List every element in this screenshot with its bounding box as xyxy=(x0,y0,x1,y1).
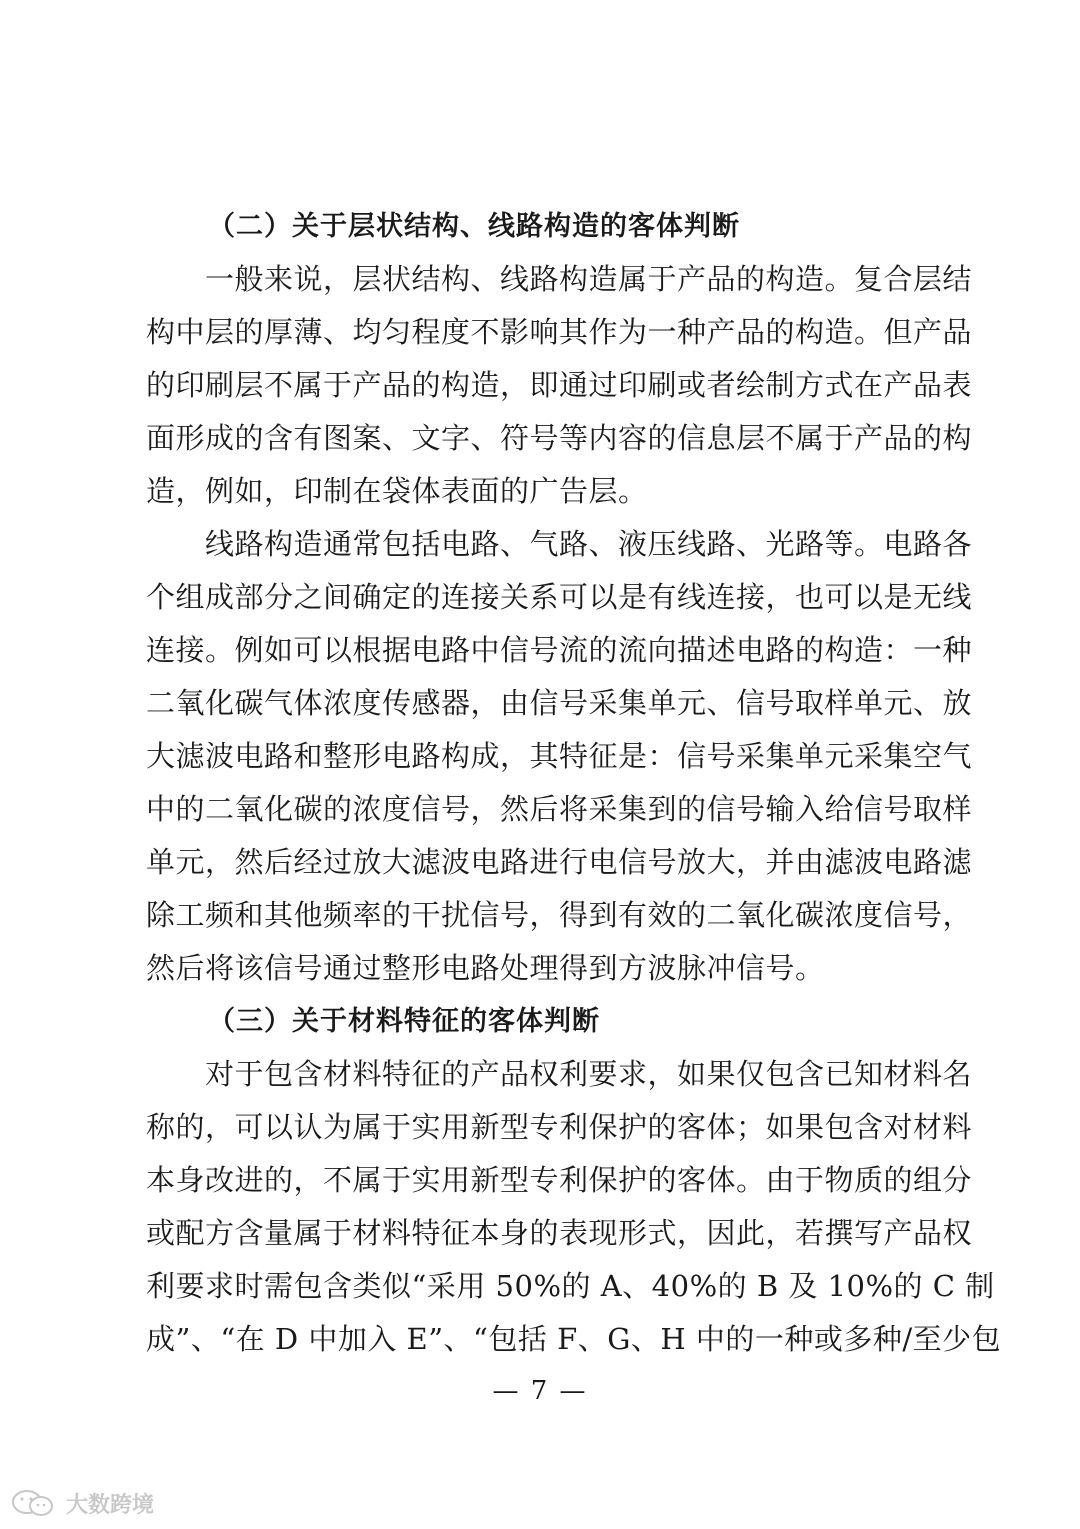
paragraph-line: 除工频和其他频率的干扰信号，得到有效的二氧化碳浓度信号， xyxy=(146,898,973,932)
watermark-text: 大数跨境 xyxy=(66,1492,155,1518)
paragraph-line: 二氧化碳气体浓度传感器，由信号采集单元、信号取样单元、放 xyxy=(146,686,973,720)
paragraph xyxy=(146,518,973,995)
paragraph-line: 构中层的厚薄、均匀程度不影响其作为一种产品的构造。但产品 xyxy=(146,315,973,349)
paragraph xyxy=(146,253,973,518)
section-heading: （二）关于层状结构、线路构造的客体判断 xyxy=(208,211,740,242)
paragraph xyxy=(146,1048,1002,1366)
paragraph-line: 单元，然后经过放大滤波电路进行电信号放大，并由滤波电路滤 xyxy=(146,845,973,879)
paragraph-line: 的印刷层不属于产品的构造，即通过印刷或者绘制方式在产品表 xyxy=(146,368,973,402)
paragraph-line: 中的二氧化碳的浓度信号，然后将采集到的信号输入给信号取样 xyxy=(146,792,973,826)
section-heading: （三）关于材料特征的客体判断 xyxy=(208,1006,600,1037)
paragraph-line: 连接。例如可以根据电路中信号流的流向描述电路的构造：一种 xyxy=(146,633,973,667)
paragraph-line: 本身改进的，不属于实用新型专利保护的客体。由于物质的组分 xyxy=(146,1163,973,1197)
paragraph-line: 或配方含量属于材料特征本身的表现形式，因此，若撰写产品权 xyxy=(146,1216,973,1250)
paragraph-line: 成”、“在 D 中加入 E”、“包括 F、G、H 中的一种或多种/至少包 xyxy=(146,1322,1002,1356)
paragraph-line: 面形成的含有图案、文字、符号等内容的信息层不属于产品的构 xyxy=(146,421,973,455)
page-number: — 7 — xyxy=(492,1376,588,1406)
paragraph-line: 个组成部分之间确定的连接关系可以是有线连接，也可以是无线 xyxy=(146,580,973,614)
paragraph-line: 利要求时需包含类似“采用 50%的 A、40%的 B 及 10%的 C 制 xyxy=(146,1269,995,1303)
paragraph-line: 然后将该信号通过整形电路处理得到方波脉冲信号。 xyxy=(146,951,825,985)
wechat-logo-icon xyxy=(10,1488,60,1518)
paragraph-line: 一般来说，层状结构、线路构造属于产品的构造。复合层结 xyxy=(205,262,973,296)
paragraph-line: 线路构造通常包括电路、气路、液压线路、光路等。电路各 xyxy=(205,527,973,561)
paragraph-line: 对于包含材料特征的产品权利要求，如果仅包含已知材料名 xyxy=(205,1057,973,1091)
watermark xyxy=(10,1486,154,1520)
paragraph-line: 大滤波电路和整形电路构成，其特征是：信号采集单元采集空气 xyxy=(146,739,973,773)
document-body xyxy=(146,200,1002,1366)
paragraph-line: 造，例如，印制在袋体表面的广告层。 xyxy=(146,474,648,508)
paragraph-line: 称的，可以认为属于实用新型专利保护的客体；如果包含对材料 xyxy=(146,1110,973,1144)
